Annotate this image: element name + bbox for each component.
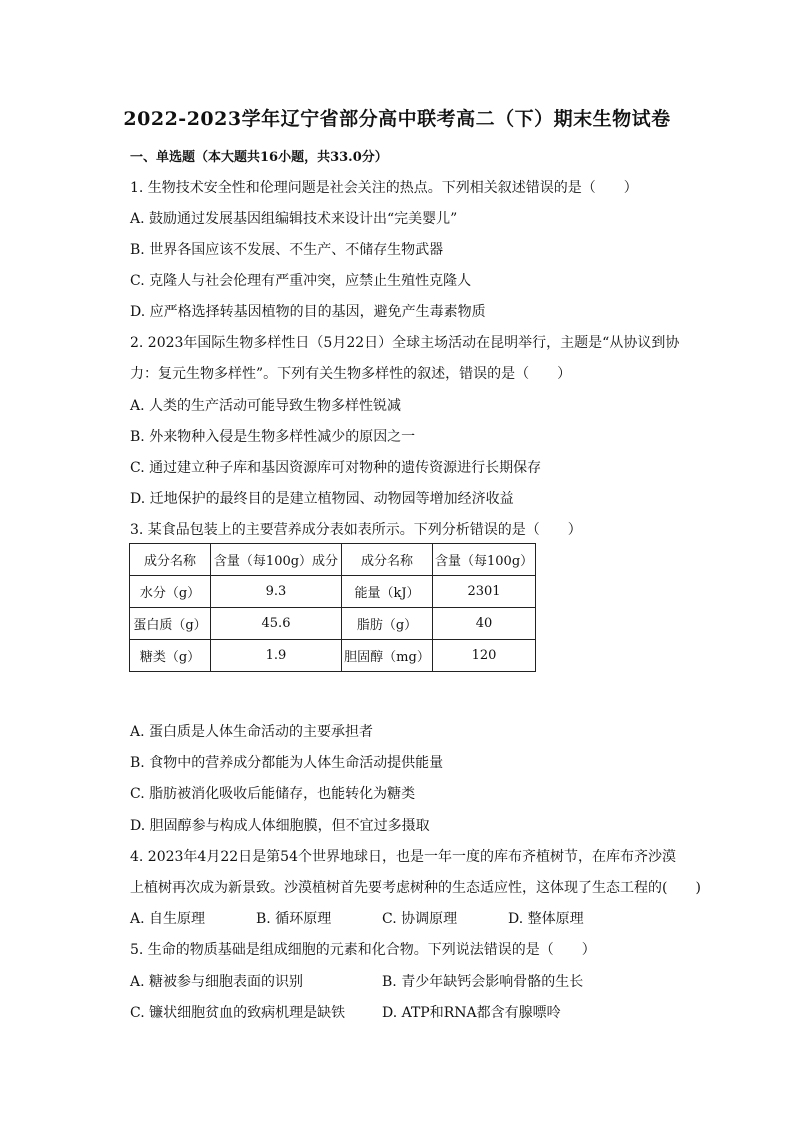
table-header-cell: 成分名称: [342, 544, 433, 576]
table-row: [130, 576, 536, 608]
table-row: [130, 608, 536, 640]
table-cell: 45.6: [211, 608, 342, 640]
question-5-stem: 5. 生命的物质基础是组成细胞的元素和化合物。下列说法错误的是（ ）: [130, 942, 596, 958]
question-4-option-a: A. 自生原理: [130, 911, 206, 927]
table-cell: 能量（kJ）: [342, 576, 433, 608]
question-5-option-a: A. 糖被参与细胞表面的识别: [130, 974, 304, 990]
question-1-option-b: B. 世界各国应该不发展、不生产、不储存生物武器: [130, 242, 444, 258]
question-4-stem-line2: 上植树再次成为新景致。沙漠植树首先要考虑树种的生态适应性，这体现了生态工程的( ): [130, 880, 701, 896]
table-header-row: [130, 544, 536, 576]
question-2-option-c: C. 通过建立种子库和基因资源库可对物种的遗传资源进行长期保存: [130, 460, 542, 476]
table-cell: 糖类（g）: [130, 640, 211, 672]
question-4-option-d: D. 整体原理: [508, 911, 584, 927]
nutrition-table: [129, 543, 536, 672]
section-heading: 一、单选题（本大题共16小题，共33.0分）: [130, 150, 388, 165]
question-4-option-b: B. 循环原理: [256, 911, 332, 927]
question-2-stem-line1: 2. 2023年国际生物多样性日（5月22日）全球主场活动在昆明举行，主题是“从协议到协: [130, 335, 680, 351]
question-5-option-c: C. 镰状细胞贫血的致病机理是缺铁: [130, 1005, 346, 1021]
question-3-option-c: C. 脂肪被消化吸收后能储存，也能转化为糖类: [130, 786, 416, 802]
table-header-cell: 含量（每100g）成分: [211, 544, 342, 576]
question-3-option-a: A. 蛋白质是人体生命活动的主要承担者: [130, 724, 374, 740]
table-cell: 120: [433, 640, 536, 672]
table-cell: 40: [433, 608, 536, 640]
question-5-option-d: D. ATP和RNA都含有腺嘌呤: [382, 1005, 561, 1021]
table-header-cell: 含量（每100g）: [433, 544, 536, 576]
question-1-option-a: A. 鼓励通过发展基因组编辑技术来设计出“完美婴儿”: [130, 211, 458, 227]
question-2-stem-line2: 力：复元生物多样性”。下列有关生物多样性的叙述，错误的是（ ）: [130, 366, 572, 382]
question-1-stem: 1. 生物技术安全性和伦理问题是社会关注的热点。下列相关叙述错误的是（ ）: [130, 180, 638, 196]
table-cell: 胆固醇（mg）: [342, 640, 433, 672]
question-4-option-c: C. 协调原理: [382, 911, 458, 927]
question-1-option-d: D. 应严格选择转基因植物的目的基因，避免产生毒素物质: [130, 304, 486, 320]
table-cell: 水分（g）: [130, 576, 211, 608]
table-header-cell: 成分名称: [130, 544, 211, 576]
question-2-option-d: D. 迁地保护的最终目的是建立植物园、动物园等增加经济收益: [130, 491, 514, 507]
table-cell: 脂肪（g）: [342, 608, 433, 640]
question-3-option-d: D. 胆固醇参与构成人体细胞膜，但不宜过多摄取: [130, 818, 430, 834]
question-2-option-a: A. 人类的生产活动可能导致生物多样性锐减: [130, 398, 402, 414]
table-cell: 蛋白质（g）: [130, 608, 211, 640]
table-cell: 1.9: [211, 640, 342, 672]
question-1-option-c: C. 克隆人与社会伦理有严重冲突，应禁止生殖性克隆人: [130, 273, 472, 289]
question-5-option-b: B. 青少年缺钙会影响骨骼的生长: [382, 974, 584, 990]
table-cell: 2301: [433, 576, 536, 608]
question-4-stem-line1: 4. 2023年4月22日是第54个世界地球日，也是一年一度的库布齐植树节，在库布齐沙漠: [130, 849, 676, 865]
table-row: [130, 640, 536, 672]
exam-title: 2022-2023学年辽宁省部分高中联考高二（下）期末生物试卷: [123, 108, 671, 130]
question-2-option-b: B. 外来物种入侵是生物多样性减少的原因之一: [130, 429, 416, 445]
question-3-stem: 3. 某食品包装上的主要营养成分表如表所示。下列分析错误的是（ ）: [130, 522, 582, 538]
table-cell: 9.3: [211, 576, 342, 608]
question-3-option-b: B. 食物中的营养成分都能为人体生命活动提供能量: [130, 755, 444, 771]
